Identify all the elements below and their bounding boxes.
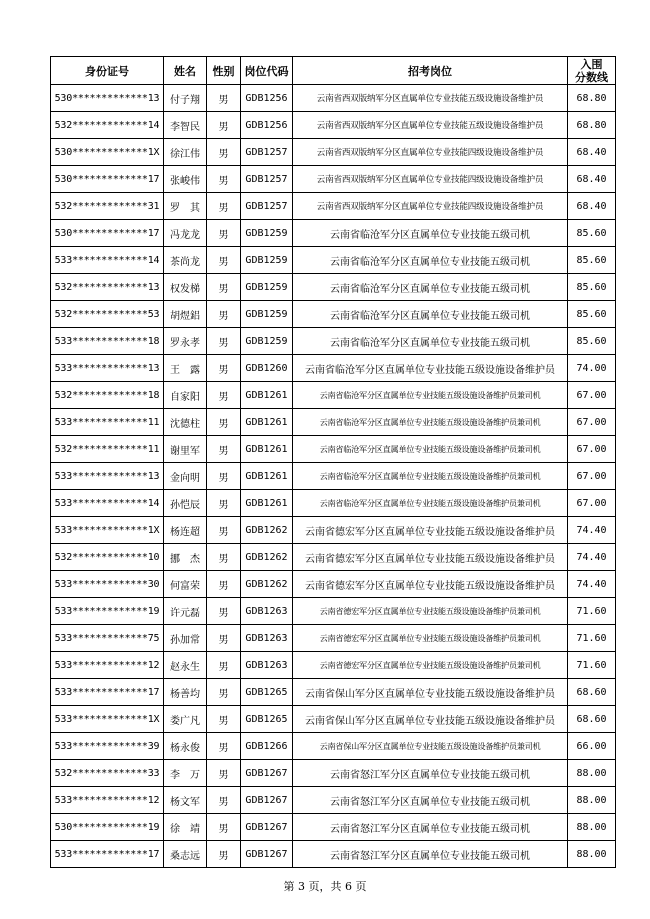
- position-cell: 云南省临沧军分区直属单位专业技能五级设施设备维护员兼司机: [293, 409, 568, 436]
- gender-cell: 男: [207, 490, 241, 517]
- gender-cell: 男: [207, 679, 241, 706]
- position-code-cell: GDB1257: [241, 139, 293, 166]
- score-cell: 71.60: [568, 625, 616, 652]
- score-cell: 85.60: [568, 274, 616, 301]
- score-cell: 88.00: [568, 787, 616, 814]
- score-cell: 68.40: [568, 193, 616, 220]
- position-cell: 云南省保山军分区直属单位专业技能五级设施设备维护员: [293, 679, 568, 706]
- score-cell: 88.00: [568, 841, 616, 868]
- gender-cell: 男: [207, 463, 241, 490]
- position-code-cell: GDB1256: [241, 112, 293, 139]
- gender-cell: 男: [207, 733, 241, 760]
- id-cell: 533*************1X: [51, 517, 164, 544]
- gender-cell: 男: [207, 436, 241, 463]
- id-cell: 533*************19: [51, 598, 164, 625]
- header-gender: 性别: [207, 57, 241, 85]
- position-code-cell: GDB1259: [241, 274, 293, 301]
- position-code-cell: GDB1260: [241, 355, 293, 382]
- id-cell: 532*************10: [51, 544, 164, 571]
- score-cell: 74.40: [568, 517, 616, 544]
- header-score-line-2: 分数线: [575, 70, 608, 84]
- position-cell: 云南省怒江军分区直属单位专业技能五级司机: [293, 760, 568, 787]
- position-code-cell: GDB1263: [241, 652, 293, 679]
- table-row: [51, 706, 616, 733]
- id-cell: 533*************75: [51, 625, 164, 652]
- table-row: [51, 328, 616, 355]
- position-cell: 云南省西双版纳军分区直属单位专业技能四级设施设备维护员: [293, 193, 568, 220]
- score-cell: 74.40: [568, 544, 616, 571]
- position-cell: 云南省德宏军分区直属单位专业技能五级设施设备维护员: [293, 571, 568, 598]
- table-row: [51, 139, 616, 166]
- name-cell: 权发梯: [164, 274, 207, 301]
- score-cell: 85.60: [568, 220, 616, 247]
- gender-cell: 男: [207, 166, 241, 193]
- id-cell: 532*************14: [51, 112, 164, 139]
- position-code-cell: GDB1257: [241, 193, 293, 220]
- score-cell: 67.00: [568, 463, 616, 490]
- id-cell: 533*************13: [51, 355, 164, 382]
- score-cell: 67.00: [568, 490, 616, 517]
- table-row: [51, 85, 616, 112]
- position-cell: 云南省西双版纳军分区直属单位专业技能四级设施设备维护员: [293, 166, 568, 193]
- score-cell: 71.60: [568, 598, 616, 625]
- header-position: 招考岗位: [293, 57, 568, 85]
- name-cell: 胡煜鋁: [164, 301, 207, 328]
- position-code-cell: GDB1259: [241, 247, 293, 274]
- score-cell: 68.40: [568, 139, 616, 166]
- position-cell: 云南省怒江军分区直属单位专业技能五级司机: [293, 841, 568, 868]
- score-cell: 85.60: [568, 328, 616, 355]
- table-row: [51, 571, 616, 598]
- score-cell: 68.80: [568, 112, 616, 139]
- score-cell: 88.00: [568, 760, 616, 787]
- gender-cell: 男: [207, 598, 241, 625]
- table-row: [51, 760, 616, 787]
- score-cell: 67.00: [568, 382, 616, 409]
- position-code-cell: GDB1261: [241, 382, 293, 409]
- table-row: [51, 220, 616, 247]
- name-cell: 张峻伟: [164, 166, 207, 193]
- header-score-line-1: 入围: [580, 57, 603, 71]
- table-row: [51, 436, 616, 463]
- table-header-row: [51, 57, 616, 85]
- header-score-line: [568, 57, 616, 85]
- id-cell: 530*************1X: [51, 139, 164, 166]
- position-code-cell: GDB1257: [241, 166, 293, 193]
- name-cell: 罗 其: [164, 193, 207, 220]
- position-cell: 云南省临沧军分区直属单位专业技能五级司机: [293, 220, 568, 247]
- position-cell: 云南省德宏军分区直属单位专业技能五级设施设备维护员兼司机: [293, 598, 568, 625]
- score-cell: 68.40: [568, 166, 616, 193]
- id-cell: 533*************11: [51, 409, 164, 436]
- table-row: [51, 814, 616, 841]
- table-row: [51, 544, 616, 571]
- gender-cell: 男: [207, 409, 241, 436]
- gender-cell: 男: [207, 571, 241, 598]
- position-cell: 云南省德宏军分区直属单位专业技能五级设施设备维护员兼司机: [293, 625, 568, 652]
- position-code-cell: GDB1259: [241, 301, 293, 328]
- gender-cell: 男: [207, 841, 241, 868]
- id-cell: 533*************12: [51, 652, 164, 679]
- position-code-cell: GDB1263: [241, 598, 293, 625]
- id-cell: 533*************17: [51, 841, 164, 868]
- score-cell: 67.00: [568, 436, 616, 463]
- gender-cell: 男: [207, 814, 241, 841]
- name-cell: 许元磊: [164, 598, 207, 625]
- score-cell: 68.60: [568, 679, 616, 706]
- gender-cell: 男: [207, 760, 241, 787]
- position-cell: 云南省西双版纳军分区直属单位专业技能五级设施设备维护员: [293, 112, 568, 139]
- gender-cell: 男: [207, 787, 241, 814]
- position-code-cell: GDB1256: [241, 85, 293, 112]
- id-cell: 532*************33: [51, 760, 164, 787]
- position-code-cell: GDB1261: [241, 409, 293, 436]
- name-cell: 茶尚龙: [164, 247, 207, 274]
- id-cell: 533*************12: [51, 787, 164, 814]
- id-cell: 533*************17: [51, 679, 164, 706]
- gender-cell: 男: [207, 274, 241, 301]
- id-cell: 530*************13: [51, 85, 164, 112]
- position-code-cell: GDB1261: [241, 490, 293, 517]
- score-cell: 68.80: [568, 85, 616, 112]
- gender-cell: 男: [207, 112, 241, 139]
- position-cell: 云南省德宏军分区直属单位专业技能五级设施设备维护员兼司机: [293, 652, 568, 679]
- name-cell: 李 万: [164, 760, 207, 787]
- position-code-cell: GDB1259: [241, 220, 293, 247]
- name-cell: 杨善均: [164, 679, 207, 706]
- table-row: [51, 463, 616, 490]
- position-code-cell: GDB1267: [241, 760, 293, 787]
- position-code-cell: GDB1265: [241, 706, 293, 733]
- page-footer: 第 3 页，共 6 页: [283, 880, 367, 893]
- id-cell: 532*************13: [51, 274, 164, 301]
- position-code-cell: GDB1259: [241, 328, 293, 355]
- name-cell: 桑志远: [164, 841, 207, 868]
- table-row: [51, 193, 616, 220]
- gender-cell: 男: [207, 193, 241, 220]
- table-row: [51, 301, 616, 328]
- gender-cell: 男: [207, 625, 241, 652]
- roster-table: [50, 56, 616, 868]
- id-cell: 533*************30: [51, 571, 164, 598]
- score-cell: 74.00: [568, 355, 616, 382]
- position-code-cell: GDB1263: [241, 625, 293, 652]
- score-cell: 85.60: [568, 247, 616, 274]
- id-cell: 533*************1X: [51, 706, 164, 733]
- name-cell: 娄广凡: [164, 706, 207, 733]
- position-cell: 云南省保山军分区直属单位专业技能五级设施设备维护员: [293, 706, 568, 733]
- name-cell: 杨连超: [164, 517, 207, 544]
- name-cell: 自家阳: [164, 382, 207, 409]
- position-code-cell: GDB1262: [241, 517, 293, 544]
- position-code-cell: GDB1261: [241, 436, 293, 463]
- position-cell: 云南省怒江军分区直属单位专业技能五级司机: [293, 787, 568, 814]
- position-cell: 云南省临沧军分区直属单位专业技能五级设施设备维护员兼司机: [293, 463, 568, 490]
- name-cell: 罗永孝: [164, 328, 207, 355]
- position-cell: 云南省怒江军分区直属单位专业技能五级司机: [293, 814, 568, 841]
- table-row: [51, 274, 616, 301]
- position-code-cell: GDB1261: [241, 463, 293, 490]
- position-code-cell: GDB1262: [241, 571, 293, 598]
- name-cell: 杨文军: [164, 787, 207, 814]
- gender-cell: 男: [207, 301, 241, 328]
- position-cell: 云南省临沧军分区直属单位专业技能五级司机: [293, 301, 568, 328]
- position-code-cell: GDB1267: [241, 814, 293, 841]
- name-cell: 孙恺辰: [164, 490, 207, 517]
- id-cell: 533*************14: [51, 247, 164, 274]
- table-row: [51, 409, 616, 436]
- table-row: [51, 166, 616, 193]
- score-cell: 67.00: [568, 409, 616, 436]
- id-cell: 533*************39: [51, 733, 164, 760]
- position-cell: 云南省保山军分区直属单位专业技能五级设施设备维护员兼司机: [293, 733, 568, 760]
- position-cell: 云南省临沧军分区直属单位专业技能五级设施设备维护员兼司机: [293, 490, 568, 517]
- name-cell: 孙加常: [164, 625, 207, 652]
- name-cell: 徐江伟: [164, 139, 207, 166]
- id-cell: 533*************18: [51, 328, 164, 355]
- position-cell: 云南省临沧军分区直属单位专业技能五级设施设备维护员兼司机: [293, 382, 568, 409]
- id-cell: 533*************13: [51, 463, 164, 490]
- name-cell: 杨永俊: [164, 733, 207, 760]
- gender-cell: 男: [207, 706, 241, 733]
- gender-cell: 男: [207, 382, 241, 409]
- position-cell: 云南省临沧军分区直属单位专业技能五级司机: [293, 274, 568, 301]
- gender-cell: 男: [207, 139, 241, 166]
- position-cell: 云南省临沧军分区直属单位专业技能五级司机: [293, 247, 568, 274]
- score-cell: 71.60: [568, 652, 616, 679]
- position-code-cell: GDB1267: [241, 787, 293, 814]
- table-body: [51, 85, 616, 868]
- gender-cell: 男: [207, 544, 241, 571]
- id-cell: 530*************17: [51, 166, 164, 193]
- gender-cell: 男: [207, 652, 241, 679]
- table-row: [51, 679, 616, 706]
- table-row: [51, 787, 616, 814]
- position-cell: 云南省临沧军分区直属单位专业技能五级司机: [293, 328, 568, 355]
- table-row: [51, 490, 616, 517]
- table-row: [51, 733, 616, 760]
- table-row: [51, 625, 616, 652]
- score-cell: 74.40: [568, 571, 616, 598]
- name-cell: 李智民: [164, 112, 207, 139]
- score-cell: 68.60: [568, 706, 616, 733]
- table-row: [51, 652, 616, 679]
- id-cell: 530*************17: [51, 220, 164, 247]
- position-cell: 云南省德宏军分区直属单位专业技能五级设施设备维护员: [293, 517, 568, 544]
- name-cell: 沈德柱: [164, 409, 207, 436]
- score-cell: 88.00: [568, 814, 616, 841]
- id-cell: 530*************19: [51, 814, 164, 841]
- name-cell: 赵永生: [164, 652, 207, 679]
- position-cell: 云南省德宏军分区直属单位专业技能五级设施设备维护员: [293, 544, 568, 571]
- gender-cell: 男: [207, 517, 241, 544]
- gender-cell: 男: [207, 85, 241, 112]
- header-id: 身份证号: [51, 57, 164, 85]
- position-code-cell: GDB1265: [241, 679, 293, 706]
- header-position-code: 岗位代码: [241, 57, 293, 85]
- position-cell: 云南省临沧军分区直属单位专业技能五级设施设备维护员: [293, 355, 568, 382]
- name-cell: 付子翔: [164, 85, 207, 112]
- table-row: [51, 382, 616, 409]
- gender-cell: 男: [207, 220, 241, 247]
- score-cell: 66.00: [568, 733, 616, 760]
- id-cell: 532*************11: [51, 436, 164, 463]
- table-row: [51, 598, 616, 625]
- position-cell: 云南省西双版纳军分区直属单位专业技能五级设施设备维护员: [293, 85, 568, 112]
- position-code-cell: GDB1266: [241, 733, 293, 760]
- score-cell: 85.60: [568, 301, 616, 328]
- position-cell: 云南省临沧军分区直属单位专业技能五级设施设备维护员兼司机: [293, 436, 568, 463]
- table-row: [51, 841, 616, 868]
- position-code-cell: GDB1262: [241, 544, 293, 571]
- name-cell: 挪 杰: [164, 544, 207, 571]
- id-cell: 532*************31: [51, 193, 164, 220]
- gender-cell: 男: [207, 247, 241, 274]
- position-code-cell: GDB1267: [241, 841, 293, 868]
- table-row: [51, 112, 616, 139]
- table-row: [51, 247, 616, 274]
- name-cell: 何富荣: [164, 571, 207, 598]
- gender-cell: 男: [207, 328, 241, 355]
- table-row: [51, 517, 616, 544]
- gender-cell: 男: [207, 355, 241, 382]
- name-cell: 冯龙龙: [164, 220, 207, 247]
- position-cell: 云南省西双版纳军分区直属单位专业技能四级设施设备维护员: [293, 139, 568, 166]
- id-cell: 532*************53: [51, 301, 164, 328]
- name-cell: 金向明: [164, 463, 207, 490]
- header-name: 姓名: [164, 57, 207, 85]
- name-cell: 王 露: [164, 355, 207, 382]
- id-cell: 533*************14: [51, 490, 164, 517]
- name-cell: 谢里军: [164, 436, 207, 463]
- table-row: [51, 355, 616, 382]
- id-cell: 532*************18: [51, 382, 164, 409]
- name-cell: 徐 靖: [164, 814, 207, 841]
